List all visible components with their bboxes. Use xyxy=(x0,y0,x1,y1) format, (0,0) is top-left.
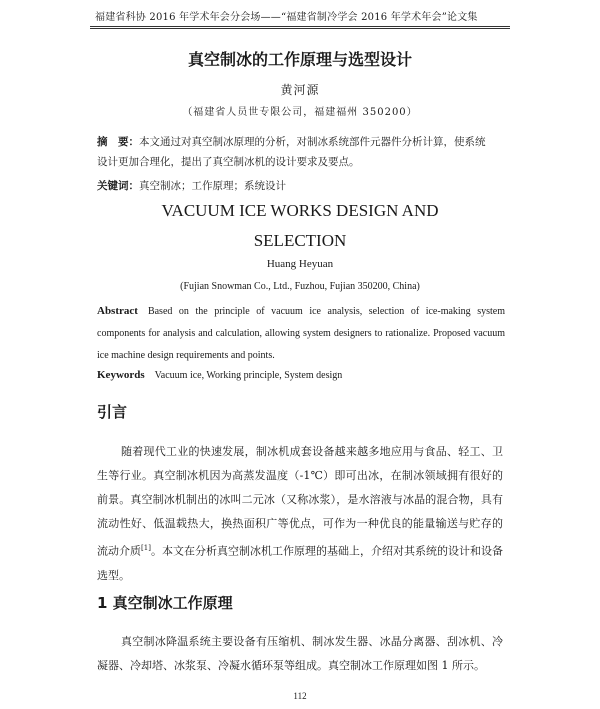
english-abstract-text: Based on the principle of vacuum ice analysis, selection of ice-making system components for analysis and calculation, allowing system designers to rationalize. Proposed vacuum ice machine design requirements and points. xyxy=(97,306,505,361)
section1-heading: 1 真空制冰工作原理 xyxy=(97,594,233,612)
chinese-abstract xyxy=(97,132,493,172)
chinese-title: 真空制冰的工作原理与选型设计 xyxy=(187,50,412,69)
chinese-abstract-label: 摘 要： xyxy=(97,136,139,148)
english-author: Huang Heyuan xyxy=(266,258,334,270)
header-rule xyxy=(90,26,510,27)
english-keywords-label: Keywords xyxy=(97,369,145,381)
chinese-affiliation: （福建省人员世专限公司，福建福州 350200） xyxy=(182,107,418,118)
english-abstract-label: Abstract xyxy=(97,305,138,317)
chinese-keywords-label: 关键词： xyxy=(97,180,139,192)
intro-paragraph xyxy=(97,440,503,588)
section1-paragraph: 真空制冰降温系统主要设备有压缩机、制冰发生器、冰晶分离器、刮冰机、冷凝器、冷却塔、冰浆泵、冷凝水循环泵等组成。真空制冰工作原理如图 1 所示。 xyxy=(97,635,503,672)
english-abstract xyxy=(97,300,505,367)
english-affiliation: (Fujian Snowman Co., Ltd., Fuzhou, Fujian 350200, China) xyxy=(180,281,420,292)
running-header: 福建省科协 2016 年学术年会分会场——“福建省制冷学会 2016 年学术年会”论文集 xyxy=(95,12,478,23)
chinese-abstract-text: 本文通过对真空制冰原理的分析，对制冰系统部件元器件分析计算，使系统设计更加合理化，提出了真空制冰机的设计要求及要点。 xyxy=(97,136,486,168)
intro-text-part1: 随着现代工业的快速发展，制冰机成套设备越来越多地应用与食品、轻工、卫生等行业。真空制冰机因为高蒸发温度（-1℃）即可出冰，在制冰领域拥有很好的前景。真空制冰机制出的冰叫二元冰（又称冰浆），是水溶液与冰晶的混合物，具有流动性好、低温载热大，换热面积广等优点，可作为一种优良的能量输送与贮存的流动介质 xyxy=(97,445,503,558)
citation-ref: [1] xyxy=(141,544,151,552)
chinese-keywords xyxy=(97,178,497,193)
english-title-line1: VACUUM ICE WORKS DESIGN AND xyxy=(161,201,439,220)
english-title-line2: SELECTION xyxy=(253,231,347,250)
chinese-author: 黄河源 xyxy=(280,83,320,97)
english-keywords-text: Vacuum ice, Working principle, System design xyxy=(154,370,343,381)
intro-text-part2: 。本文在分析真空制冰机工作原理的基础上，介绍对其系统的设计和设备选型。 xyxy=(97,544,504,582)
page-number: 112 xyxy=(293,691,307,701)
intro-heading: 引言 xyxy=(97,403,128,421)
english-keywords xyxy=(97,369,505,381)
header-rule-double xyxy=(90,28,510,29)
chinese-keywords-text: 真空制冰；工作原理；系统设计 xyxy=(139,180,286,192)
